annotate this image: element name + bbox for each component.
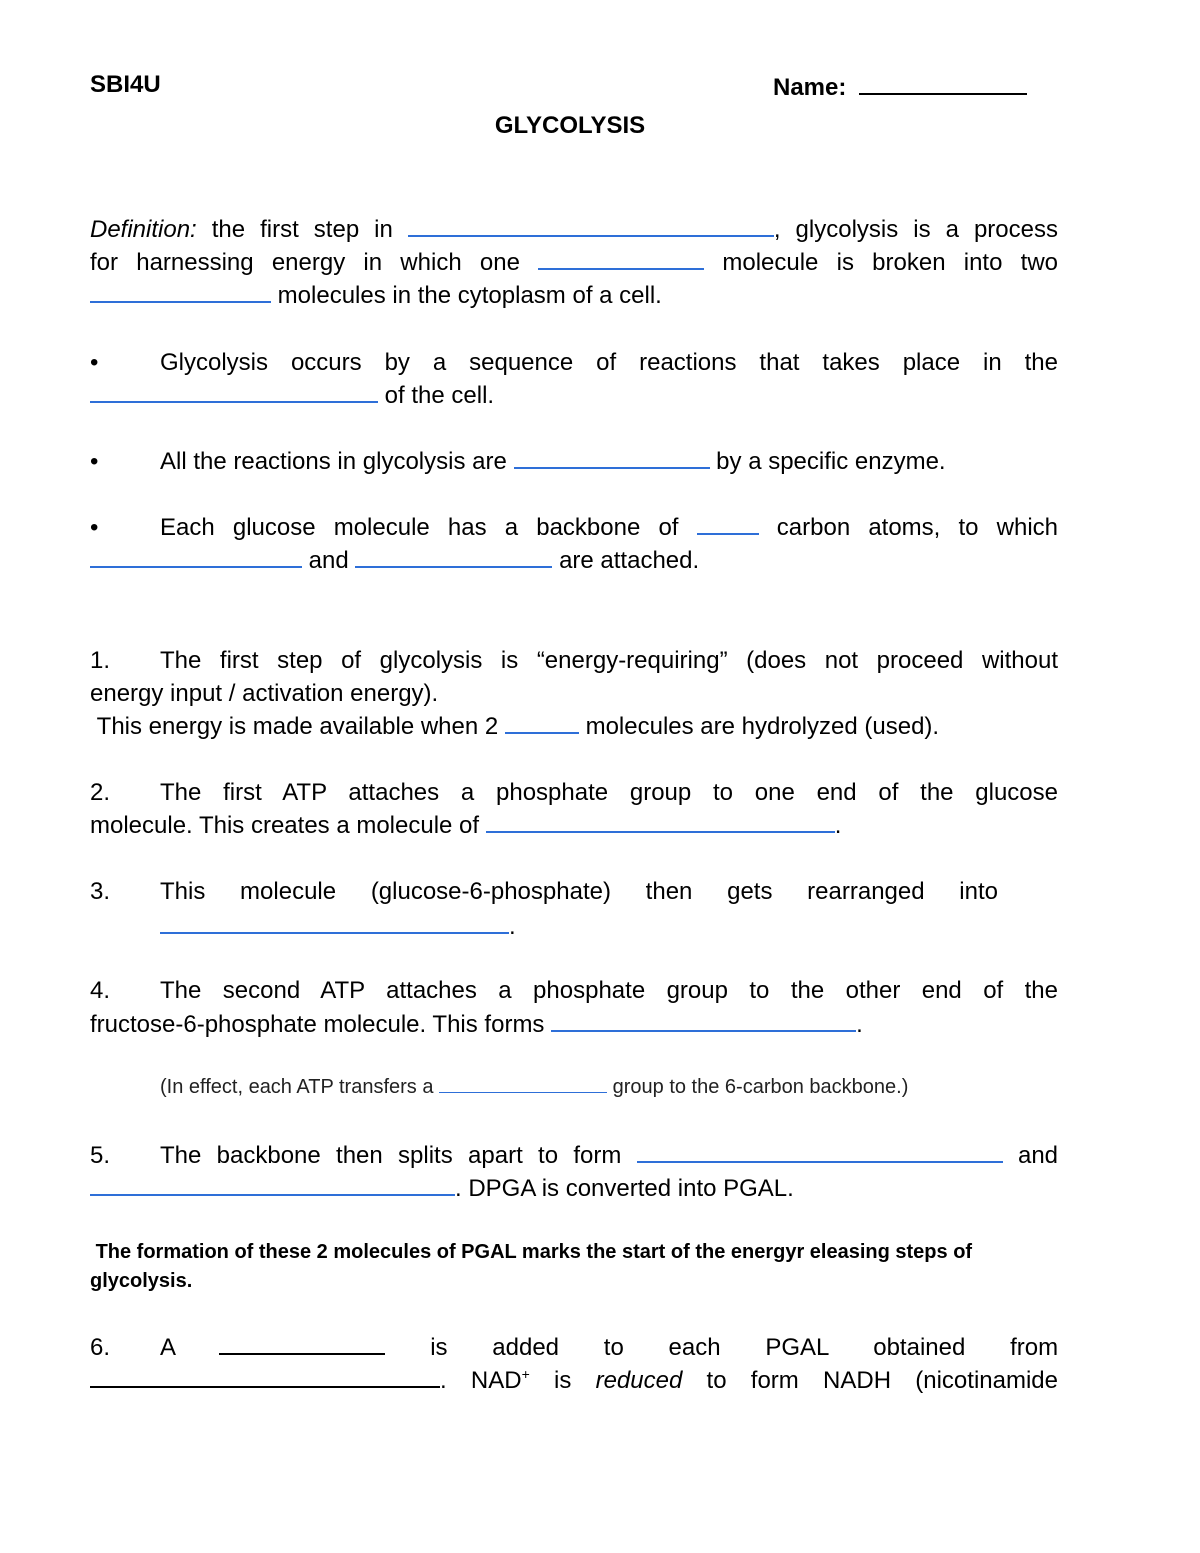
- note-text: (In effect, each ATP transfers a: [160, 1076, 434, 1098]
- bullet-1-line-1: [90, 346, 1058, 379]
- step-1-line-2: energy input / activation energy).: [90, 680, 439, 707]
- step-text: The first ATP attaches a phosphate group to one end of the glucose: [160, 779, 1058, 806]
- period: .: [509, 913, 516, 940]
- bullet-3-blank-1[interactable]: [697, 511, 759, 535]
- bullet-text: of the cell.: [384, 382, 495, 409]
- step-6-line-1: [90, 1331, 1058, 1364]
- pgal-note-text: The formation of these 2 molecules of PGAL marks the start of the energyr eleasing steps of glycolysis.: [90, 1241, 973, 1292]
- step-4-line-2: [90, 1008, 1058, 1041]
- step-text: fructose-6-phosphate molecule. This forms: [90, 1011, 545, 1038]
- bullet-text: and: [308, 547, 349, 574]
- step-5-blank-2[interactable]: [90, 1172, 455, 1196]
- bullet-icon: •: [90, 448, 99, 475]
- step-3-line-2: [160, 910, 1058, 943]
- bullet-3-line-1: [90, 511, 1058, 544]
- bullet-1-line-2: [90, 379, 1058, 412]
- step-2-line-2: [90, 809, 1058, 842]
- step-text-italic: reduced: [595, 1367, 683, 1394]
- period: .: [856, 1011, 863, 1038]
- step-number: 4.: [90, 977, 111, 1004]
- step-text: The backbone then splits apart to form: [160, 1142, 622, 1169]
- step-text: The second ATP attaches a phosphate group to the other end of the: [160, 977, 1058, 1004]
- pgal-note: [90, 1238, 1058, 1296]
- definition-text: molecule is broken into two: [722, 249, 1058, 276]
- definition-line-2: [90, 246, 1058, 279]
- period: .: [834, 812, 842, 839]
- definition-blank-3[interactable]: [90, 279, 271, 303]
- name-field[interactable]: [773, 71, 1027, 102]
- bullet-icon: •: [90, 514, 99, 541]
- step-text: . NAD: [440, 1367, 522, 1394]
- step-1-line-3: [90, 710, 1058, 743]
- step-text: obtained: [873, 1334, 966, 1361]
- bullet-text: Glycolysis occurs by a sequence of reactions that takes place in the: [160, 349, 1058, 376]
- step-text: to form NADH (nicotinamide: [706, 1367, 1058, 1394]
- step-text: and: [1017, 1142, 1059, 1169]
- step-1-blank[interactable]: [505, 710, 579, 734]
- bullet-icon: •: [90, 349, 99, 376]
- bullet-text: Each glucose molecule has a backbone of: [160, 514, 679, 541]
- bullet-3-blank-3[interactable]: [355, 544, 552, 568]
- step-number: 3.: [90, 878, 111, 905]
- step-number: 1.: [90, 647, 111, 674]
- bullet-text: All the reactions in glycolysis are: [160, 448, 507, 475]
- definition-label: Definition:: [90, 216, 197, 243]
- step-number: 5.: [90, 1142, 111, 1169]
- bullet-text: carbon atoms, to which: [776, 514, 1059, 541]
- step-text: molecules are hydrolyzed (used).: [585, 713, 940, 740]
- step-5-line-1: [90, 1139, 1058, 1172]
- step-6-line-2: [90, 1364, 1058, 1397]
- bullet-3-blank-2[interactable]: [90, 544, 302, 568]
- step-text: to: [603, 1334, 624, 1361]
- name-label: Name:: [773, 74, 847, 101]
- bullet-text: by a specific enzyme.: [716, 448, 946, 475]
- step-text: . DPGA is converted into PGAL.: [455, 1175, 794, 1202]
- step-4-note: [160, 1074, 908, 1099]
- step-text: added: [492, 1334, 560, 1361]
- step-text: from: [1010, 1334, 1059, 1361]
- bullet-text: are attached.: [559, 547, 700, 574]
- bullet-2-blank[interactable]: [514, 445, 710, 469]
- step-3-blank[interactable]: [160, 910, 509, 934]
- step-text: This molecule (glucose-6-phosphate) then gets rearranged into: [160, 878, 998, 905]
- step-text: The first step of glycolysis is “energy-requiring” (does not proceed without: [160, 647, 1058, 674]
- note-text: group to the 6-carbon backbone.): [612, 1076, 909, 1098]
- step-text: This energy is made available when 2: [96, 713, 499, 740]
- step-text: is: [554, 1367, 572, 1394]
- step-text: molecule. This creates a molecule of: [90, 812, 480, 839]
- definition-blank-1[interactable]: [408, 213, 774, 237]
- step-5-blank-1[interactable]: [637, 1139, 1003, 1163]
- step-4-note-blank[interactable]: [439, 1074, 607, 1093]
- step-number: 6.: [90, 1334, 111, 1361]
- definition-line-3: [90, 279, 1058, 312]
- step-1-line-1: [90, 644, 1058, 677]
- step-2-blank[interactable]: [486, 809, 835, 833]
- page-title: GLYCOLYSIS: [494, 112, 646, 139]
- step-text: A: [160, 1334, 175, 1361]
- step-text: each: [668, 1334, 721, 1361]
- name-blank[interactable]: [859, 71, 1027, 95]
- course-code: SBI4U: [90, 71, 161, 98]
- bullet-3-line-2: [90, 544, 1058, 577]
- step-3-line-1: [90, 875, 998, 908]
- step-2-line-1: [90, 776, 1058, 809]
- superscript-plus: +: [521, 1366, 530, 1382]
- definition-blank-2[interactable]: [538, 246, 704, 270]
- definition-text: for harnessing energy in which one: [90, 249, 520, 276]
- definition-text: the first step in: [211, 216, 393, 243]
- step-6-blank-1[interactable]: [219, 1331, 385, 1355]
- bullet-2: [90, 445, 1058, 478]
- step-text: PGAL: [765, 1334, 829, 1361]
- step-4-blank[interactable]: [551, 1008, 856, 1032]
- step-6-blank-2[interactable]: [90, 1364, 440, 1388]
- definition-text: molecules in the cytoplasm of a cell.: [277, 282, 662, 309]
- definition-line-1: [90, 213, 1058, 246]
- step-5-line-2: [90, 1172, 1058, 1205]
- bullet-1-blank[interactable]: [90, 379, 378, 403]
- step-text: is: [430, 1334, 448, 1361]
- definition-text: , glycolysis is a process: [773, 216, 1058, 243]
- step-number: 2.: [90, 779, 111, 806]
- step-4-line-1: [90, 974, 1058, 1007]
